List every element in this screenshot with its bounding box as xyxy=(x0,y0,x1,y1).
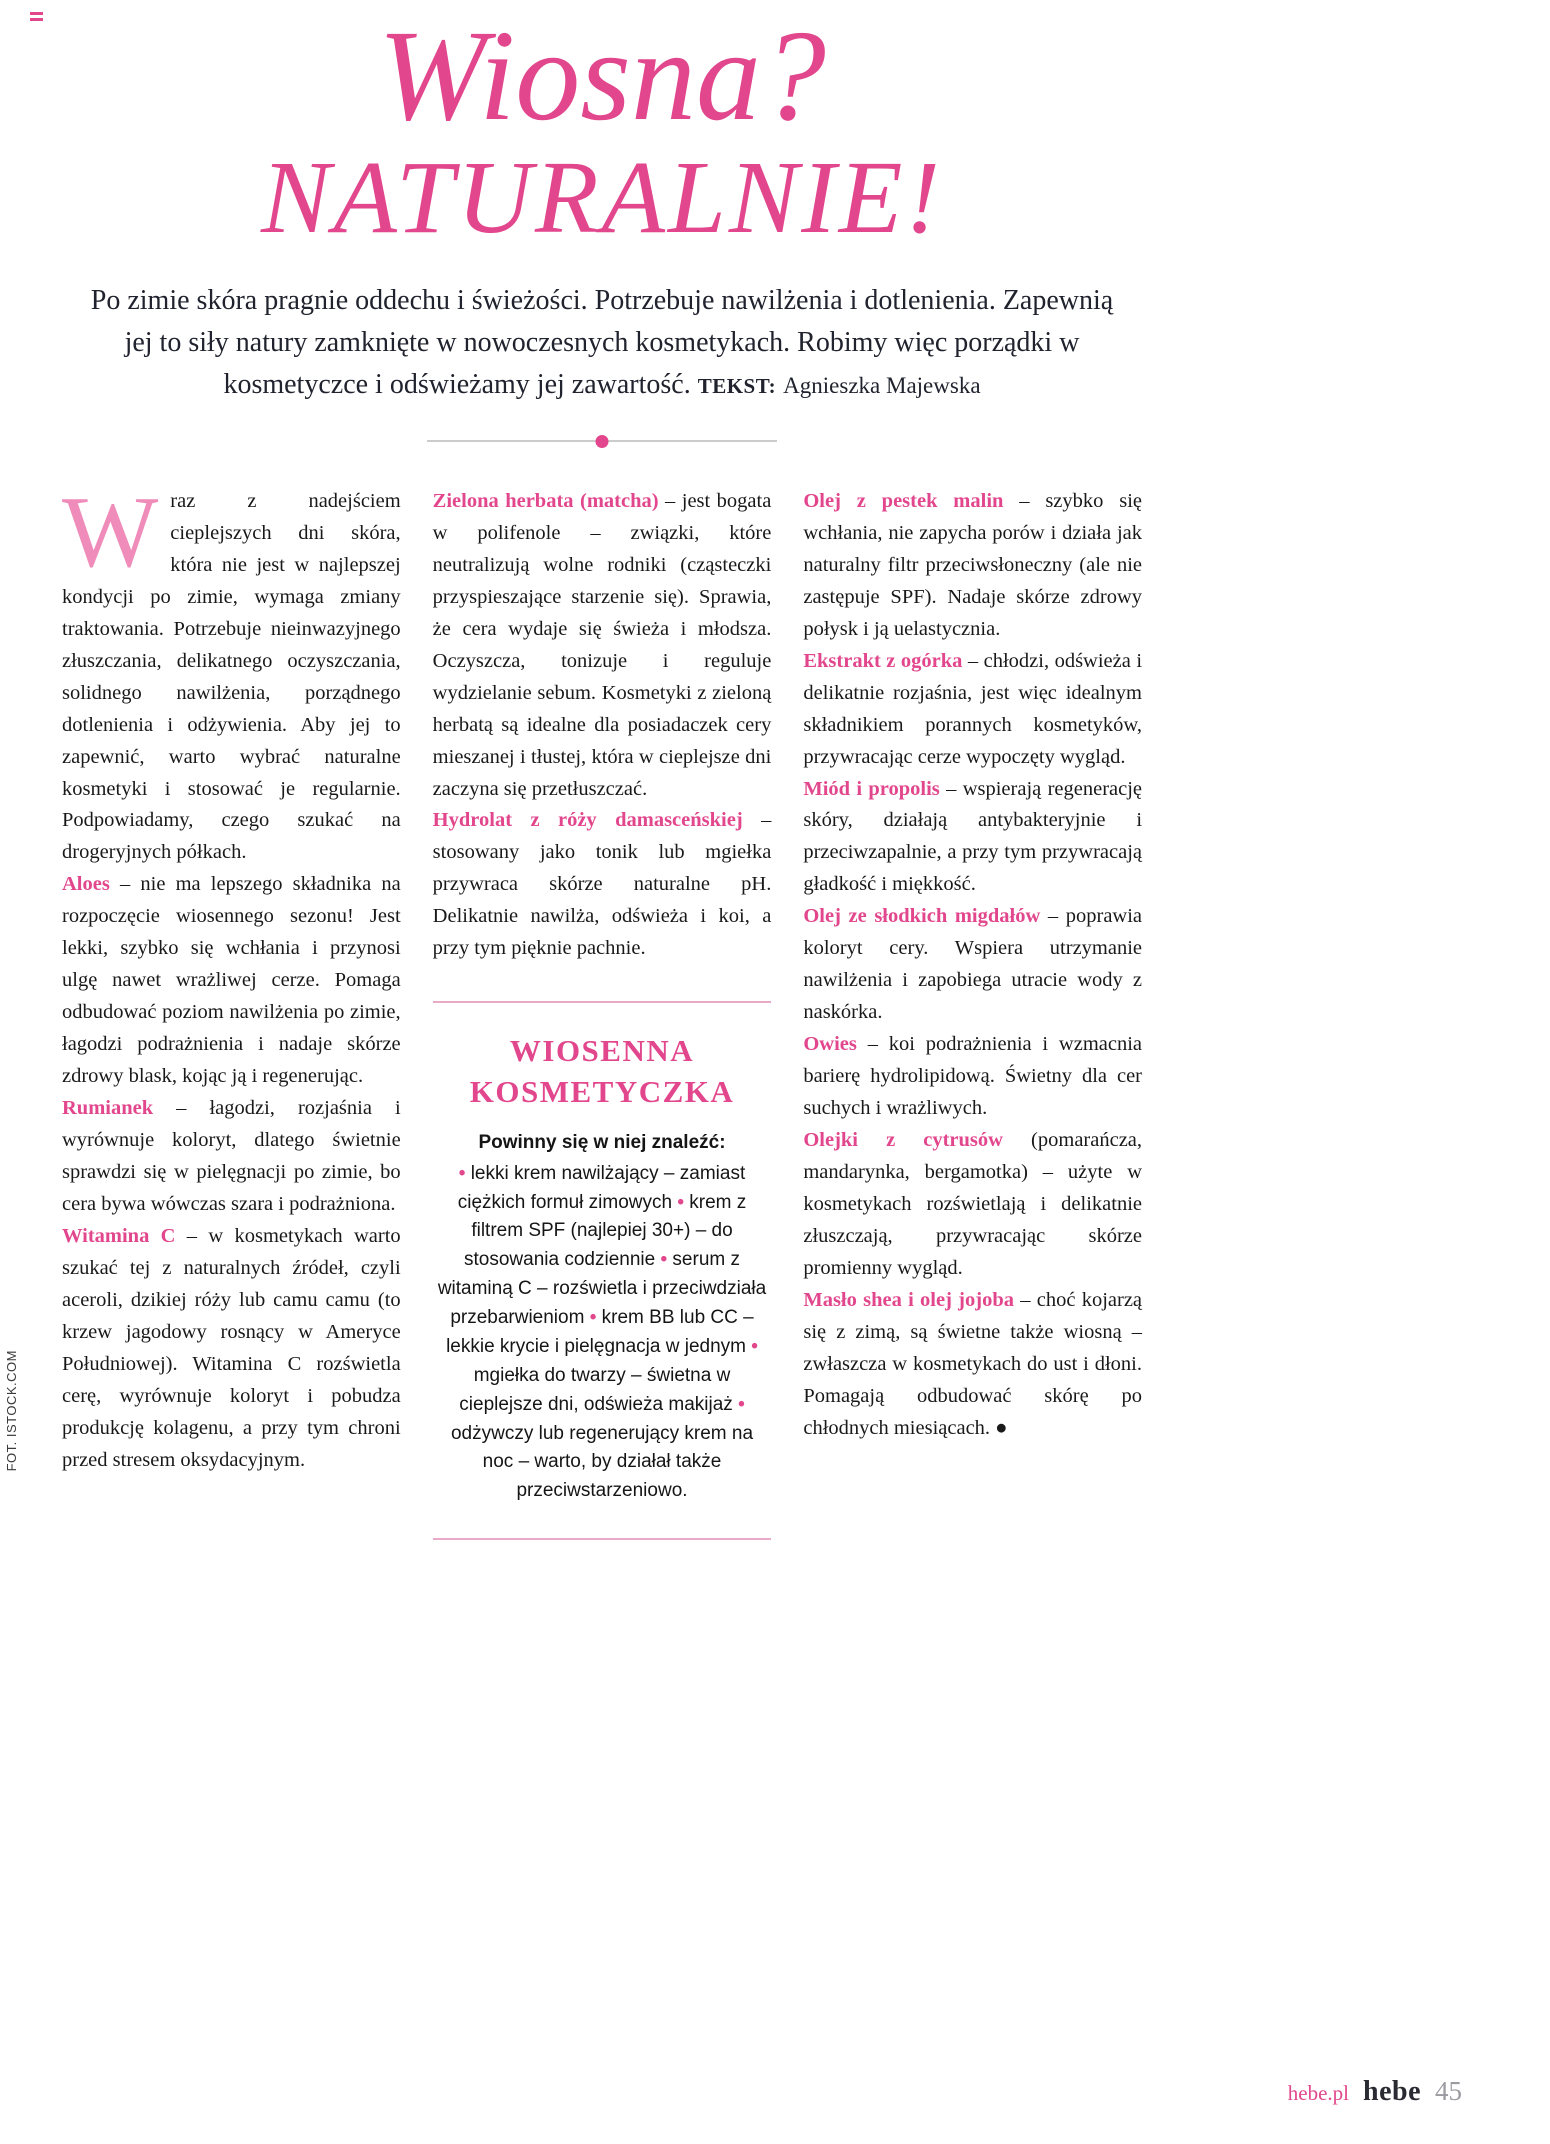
entry-text: – w kosmetykach warto szukać tej z naturalnych źródeł, czyli aceroli, dzikiej róży lub camu camu (to krzew jagodowy rosnący w Ameryce Południowej). Witamina C rozświetla cerę, wyrównuje koloryt i pobudza produkcję kolagenu, a przy tym chroni przed stresem oksydacyjnym. xyxy=(62,1225,401,1471)
lead-paragraph xyxy=(87,280,1117,406)
entry-olej-malin xyxy=(803,486,1142,646)
article-columns xyxy=(62,475,1143,1540)
entry-term: Olej z pestek malin xyxy=(803,489,1004,512)
entry-text: (pomarańcza, mandarynka, bergamotka) – użyte w kosmetykach rozświetlają i delikatnie złuszczają, przywracając skórze promienny wygląd. xyxy=(803,1129,1143,1280)
column-2 xyxy=(433,486,772,1540)
box-item: krem BB lub CC – lekkie krycie i pielęgnacja w jednym xyxy=(446,1307,754,1357)
entry-text: – łagodzi, rozjaśnia i wyrównuje koloryt, dlatego świetnie sprawdzi się w pielęgnacji po zimie, bo cera bywa wówczas szara i podrażniona. xyxy=(62,1097,401,1216)
entry-aloes xyxy=(62,869,401,1093)
entry-text: – jest bogata w polifenole – związki, które neutralizują wolne rodniki (cząsteczki przyspieszające starzenie się). Sprawia, że cera wydaje się świeża i młodsza. Oczyszcza, tonizuje i reguluje wydzielanie sebum. Kosmetyki z zieloną herbatą są idealne dla posiadaczek cery mieszanej i tłustej, która w cieplejsze dni zaczyna się przetłuszczać. xyxy=(432,489,772,800)
entry-term: Masło shea i olej jojoba xyxy=(803,1289,1014,1311)
byline-label: TEKST: xyxy=(697,373,777,398)
entry-term: Rumianek xyxy=(62,1097,154,1120)
box-title xyxy=(435,1031,770,1113)
box-item: krem z filtrem SPF (najlepiej 30+) – do stosowania codziennie xyxy=(464,1191,747,1271)
bullet-icon: • xyxy=(751,1335,758,1357)
entry-text: – koi podrażnienia i wzmacnia barierę hydrolipidową. Świetny dla cer suchych i wrażliwych. xyxy=(803,1033,1143,1120)
lead-text: Po zimie skóra pragnie oddechu i świeżości. Potrzebuje nawilżenia i dotlenienia. Zapewnią jej to siły natury zamknięte w nowoczesnych kosmetykach. Robimy więc porządki w kosmetyczce i odświeżamy jej zawartość. xyxy=(90,284,1114,400)
box-title-line2: KOSMETYCZKA xyxy=(469,1074,735,1110)
entry-ekstrakt-ogorka xyxy=(803,646,1142,774)
box-title-line1: WIOSENNA xyxy=(509,1033,695,1069)
box-item: lekki krem nawilżający – zamiast ciężkich formuł zimowych xyxy=(457,1162,746,1213)
entry-olej-migdalow xyxy=(803,901,1142,1029)
entry-text: – stosowany jako tonik lub mgiełka przywraca skórze naturalne pH. Delikatnie nawilża, odświeża i koi, a przy tym pięknie pachnie. xyxy=(432,809,772,960)
entry-hydrolat xyxy=(433,805,772,965)
entry-owies xyxy=(803,1029,1142,1125)
entry-text: – chłodzi, odświeża i delikatnie rozjaśnia, jest więc idealnym składnikiem porannych kosmetyków, przywracając cerze wypoczęty wygląd. xyxy=(803,649,1143,768)
hebe-logo: hebe xyxy=(1363,2076,1421,2107)
section-divider xyxy=(427,440,777,442)
entry-text: – szybko się wchłania, nie zapycha porów i działa jak naturalny filtr przeciwsłoneczny (ale nie zastępuje SPF). Nadaje skórze zdrowy połysk i ją uelastycznia. xyxy=(803,489,1143,640)
page-title-line1: Wiosna? xyxy=(378,4,826,148)
page-footer xyxy=(1288,2076,1462,2108)
bullet-icon: • xyxy=(660,1249,668,1271)
entry-term: Ekstrakt z ogórka xyxy=(803,649,963,672)
entry-term: Olej ze słodkich migdałów xyxy=(803,905,1041,928)
entry-text: – poprawia koloryt cery. Wspiera utrzymanie nawilżenia i zapobiega utracie wody z naskórka. xyxy=(803,905,1143,1024)
entry-text: – nie ma lepszego składnika na rozpoczęcie wiosennego sezonu! Jest lekki, szybko się wchłania i przynosi ulgę nawet wrażliwej cerze. Pomaga odbudować poziom nawilżenia po zimie, łagodzi podrażnienia i nadaje skórze zdrowy blask, kojąc ją i regenerując. xyxy=(62,873,401,1088)
spring-cosmetic-bag-box xyxy=(433,1001,772,1540)
bullet-icon: • xyxy=(589,1307,597,1328)
page-title-line2: NATURALNIE! xyxy=(260,139,944,255)
entry-rumianek xyxy=(62,1093,401,1221)
magazine-page xyxy=(62,0,1142,1540)
site-url: hebe.pl xyxy=(1287,2081,1349,2105)
entry-text: – choć kojarzą się z zimą, są świetne także wiosną – zwłaszcza w kosmetykach do ust i dłoni. Pomagają odbudować skórę po chłodnych miesiącach. ● xyxy=(803,1289,1143,1439)
entry-term: Aloes xyxy=(62,873,110,896)
bullet-icon: • xyxy=(738,1393,745,1415)
entry-term: Olejki z cytrusów xyxy=(803,1129,1003,1152)
entry-term: Zielona herbata (matcha) xyxy=(432,489,659,512)
page-number: 45 xyxy=(1435,2076,1462,2106)
bullet-icon: • xyxy=(677,1191,684,1213)
entry-maslo-shea xyxy=(803,1285,1142,1445)
column-3 xyxy=(803,486,1142,1540)
box-items xyxy=(435,1160,770,1507)
entry-witamina-c xyxy=(62,1221,401,1477)
entry-term: Witamina C xyxy=(62,1225,176,1248)
box-item: serum z witaminą C – rozświetla i przeciwdziała przebarwieniom xyxy=(437,1249,767,1328)
byline-name: Agnieszka Majewska xyxy=(783,372,981,398)
box-item: mgiełka do twarzy – świetna w cieplejsze dni, odświeża makijaż xyxy=(459,1364,733,1415)
corner-mark-icon xyxy=(30,12,43,24)
photo-credit: FOT. ISTOCK.COM xyxy=(4,1350,19,1472)
intro-paragraph xyxy=(62,475,401,870)
box-intro: Powinny się w niej znaleźć: xyxy=(478,1132,726,1154)
entry-olejki-cytrusow xyxy=(803,1125,1142,1285)
entry-text: – wspierają regenerację skóry, działają antybakteryjnie i przeciwzapalnie, a przy tym przywracają gładkość i miękkość. xyxy=(803,777,1143,896)
entry-zielona-herbata xyxy=(433,486,772,806)
intro-text: raz z nadejściem cieplejszych dni skóra, która nie jest w najlepszej kondycji po zimie, wymaga zmiany traktowania. Potrzebuje nieinwazyjnego złuszczania, delikatnego oczyszczania, solidnego nawilżenia, porządnego dotlenienia i odżywienia. Aby jej to zapewnić, warto wybrać naturalne kosmetyki i stosować je regularnie. Podpowiadamy, czego szukać na drogeryjnych półkach. xyxy=(62,489,401,864)
bullet-icon: • xyxy=(458,1162,466,1184)
dropcap: W xyxy=(62,475,159,589)
entry-term: Owies xyxy=(803,1033,857,1056)
entry-term: Miód i propolis xyxy=(803,777,940,800)
divider-dot-icon xyxy=(596,435,609,448)
entry-term: Hydrolat z róży damasceńskiej xyxy=(432,809,743,832)
box-item: odżywczy lub regenerujący krem na noc – warto, by działał także przeciwstarzeniowo. xyxy=(450,1422,754,1502)
entry-miod-propolis xyxy=(803,774,1142,902)
column-1 xyxy=(62,475,401,1540)
